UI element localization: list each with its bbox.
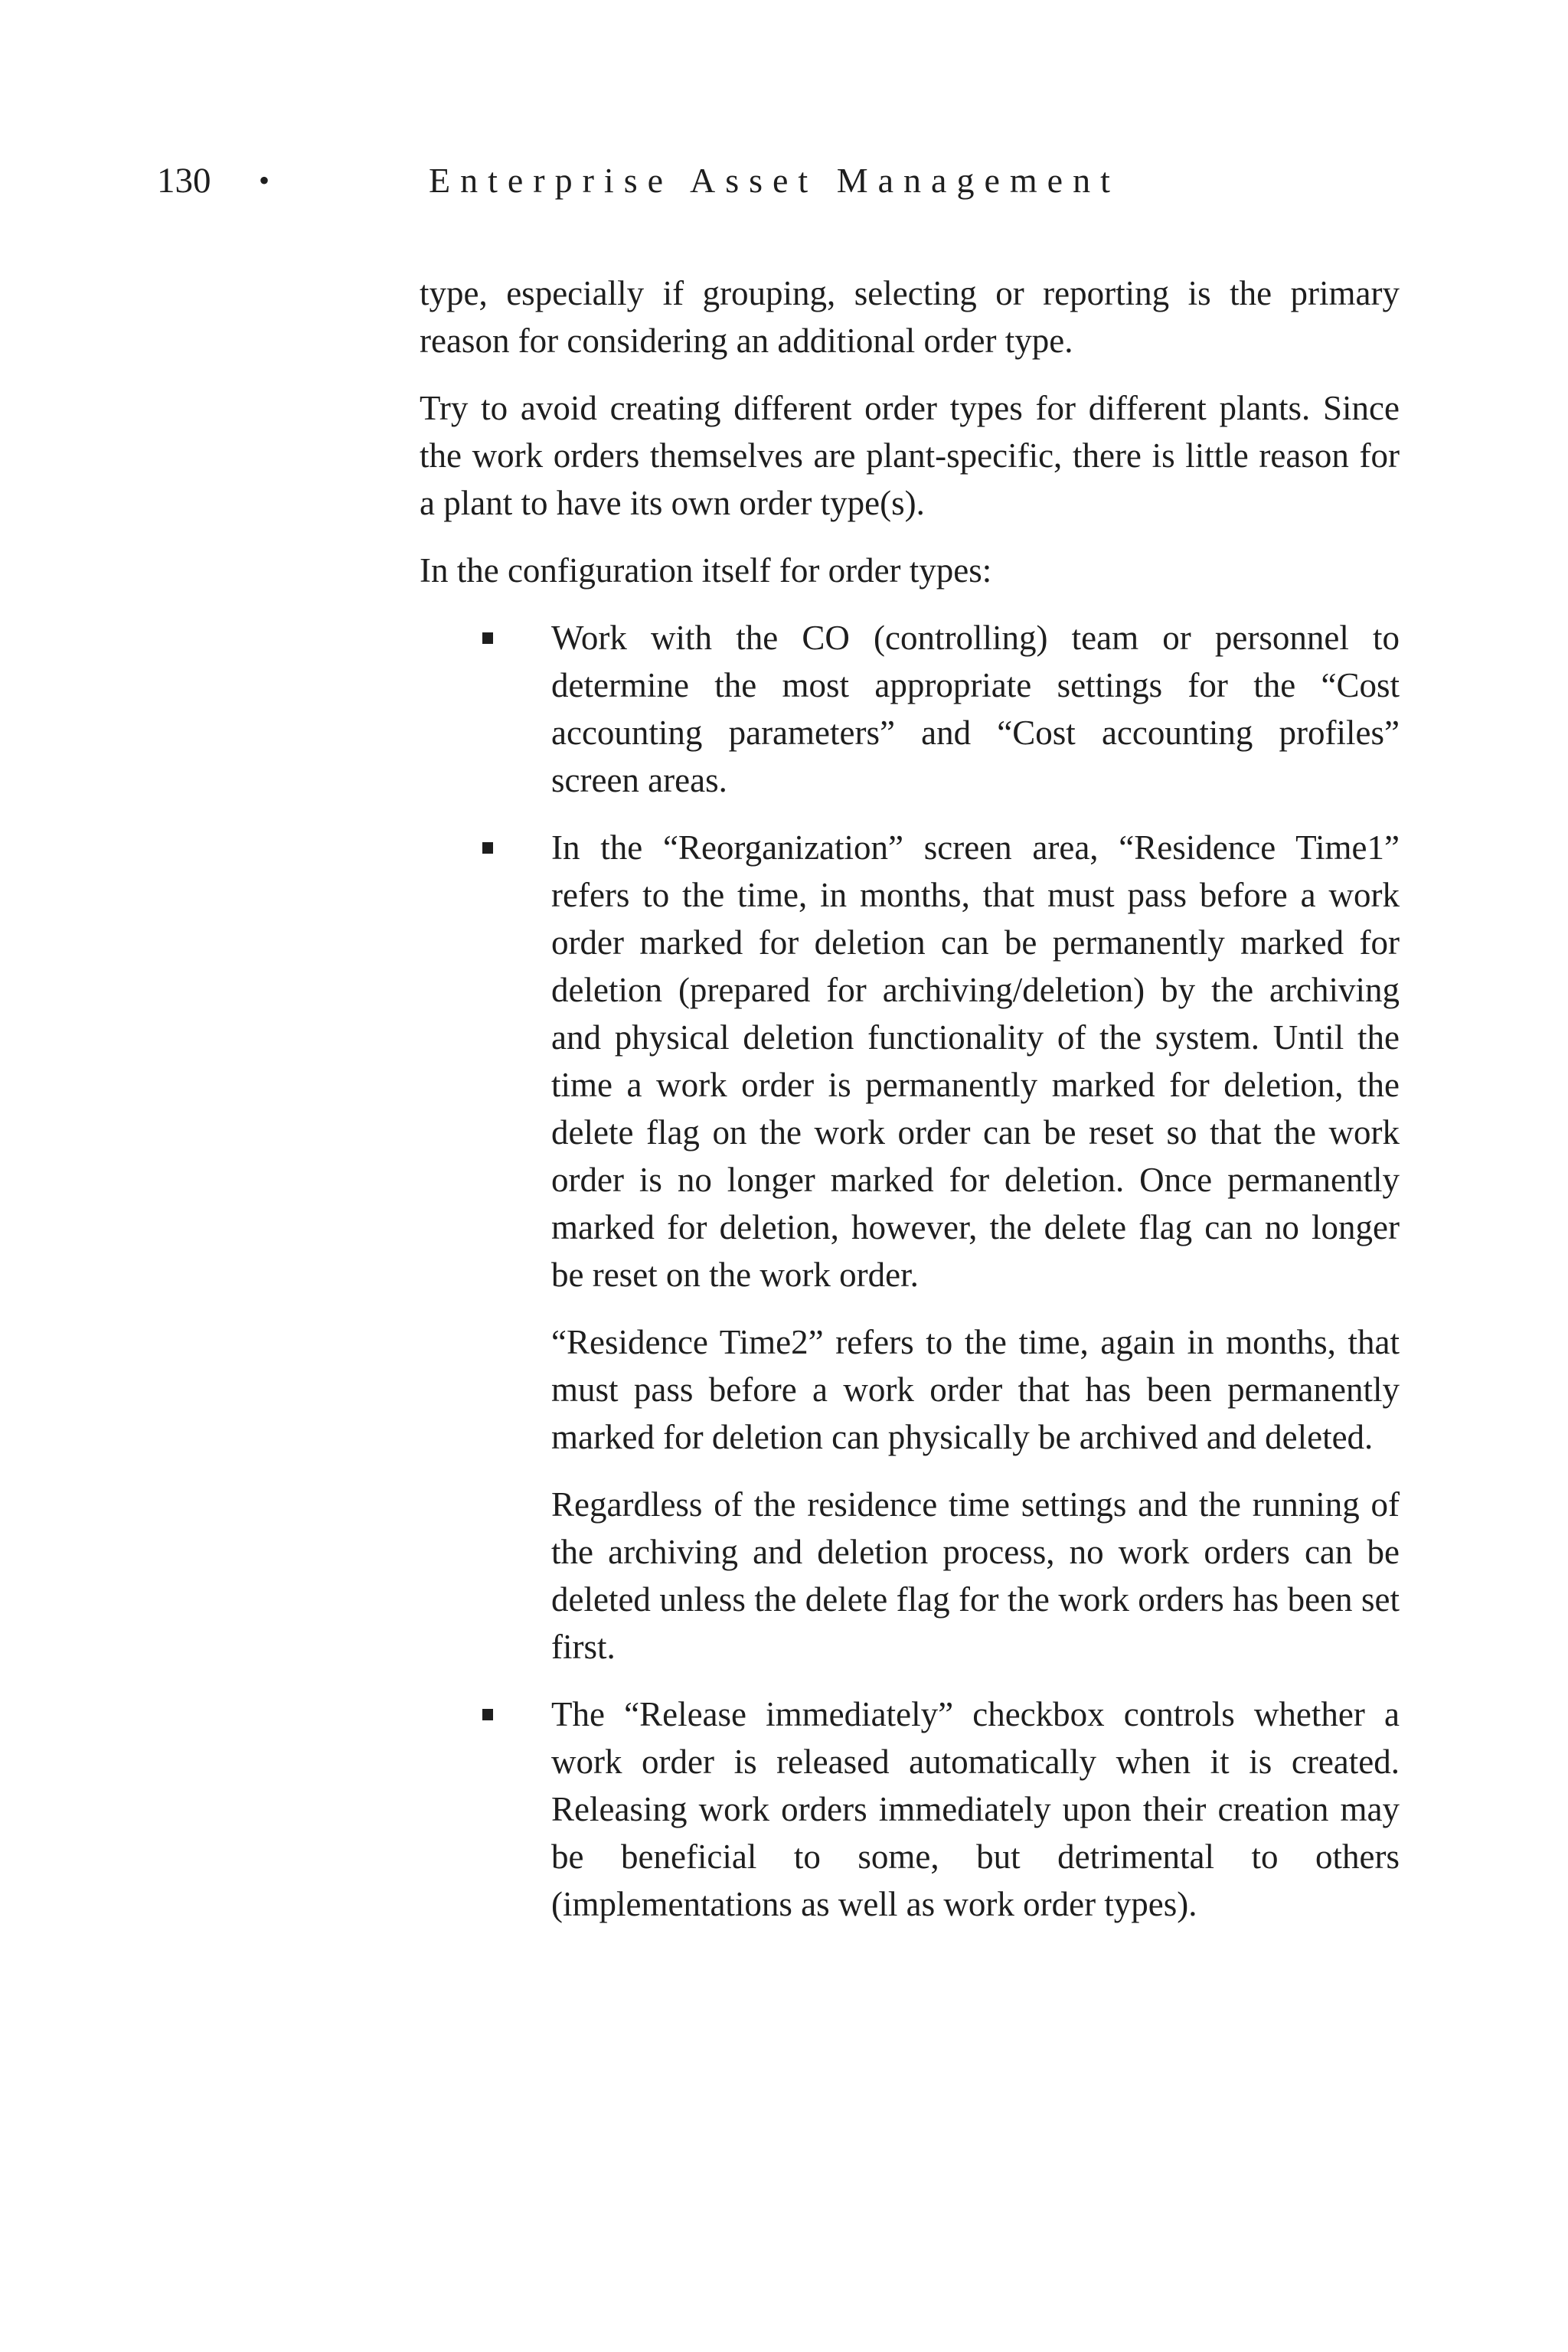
bullet-paragraph: Work with the CO (controlling) team or personnel to determine the most appropriate settings for the “Cost accounting parameters” and “Cost accounting profiles” screen areas. xyxy=(551,619,1400,799)
bullet-item-cost-accounting xyxy=(420,614,1400,804)
paragraph-plants: Try to avoid creating different order types for different plants. Since the work orders themselves are plant-specific, there is little reason for a plant to have its own order type(s). xyxy=(420,389,1400,522)
bullet-paragraph: In the “Reorganization” screen area, “Residence Time1” refers to the time, in months, that must pass before a work order marked for deletion can be permanently marked for deletion (prepared for archiving/deletion) by the archiving and physical deletion functionality of the system. Until the time a work order is permanently marked for deletion, the delete flag on the work order can be reset so that the work order is no longer marked for deletion. Once permanently marked for deletion, however, the delete flag can no longer be reset on the work order. xyxy=(551,828,1400,1294)
bullet-list xyxy=(420,614,1400,1928)
bullet-paragraph: Regardless of the residence time settings and the running of the archiving and deletion process, no work orders can be deleted unless the delete flag for the work orders has been set first. xyxy=(551,1485,1400,1666)
paragraph-continuation: type, especially if grouping, selecting or reporting is the primary reason for considering an additional order type. xyxy=(420,274,1400,360)
paragraph-configuration-intro: In the configuration itself for order types: xyxy=(420,551,992,590)
page-header xyxy=(0,150,1568,211)
square-bullet-icon xyxy=(482,842,493,854)
bullet-item-reorganization xyxy=(420,824,1400,1671)
bullet-paragraph: The “Release immediately” checkbox controls whether a work order is released automatically when it is created. Releasing work orders immediately upon their creation may be beneficial to some, but detrimental to others (implementations as well as work order types). xyxy=(551,1695,1400,1923)
bullet-paragraph: “Residence Time2” refers to the time, again in months, that must pass before a work order that has been permanently marked for deletion can physically be archived and deleted. xyxy=(551,1323,1400,1456)
square-bullet-icon xyxy=(482,632,493,644)
bullet-item-release-immediately xyxy=(420,1690,1400,1928)
header-separator: • xyxy=(259,163,270,198)
square-bullet-icon xyxy=(482,1709,493,1720)
page-number: 130 xyxy=(157,161,211,201)
body-text xyxy=(420,270,1400,1948)
running-title: Enterprise Asset Management xyxy=(429,161,1120,200)
